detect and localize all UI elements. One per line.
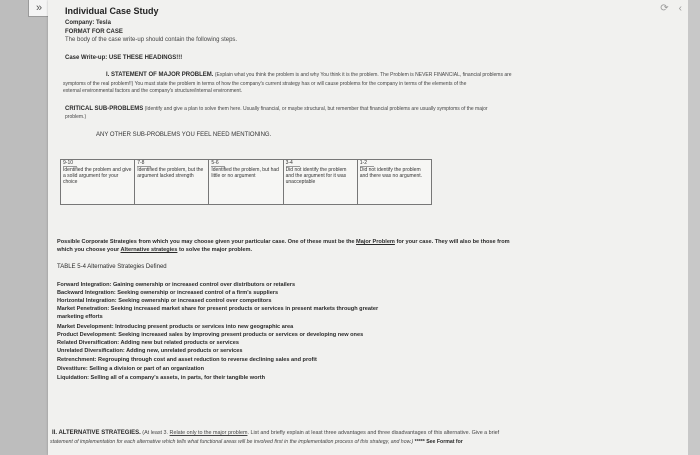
strategies-intro-line2 — [57, 247, 252, 253]
strategy-item: Retrenchment: Regrouping through cost and asset reduction to reverse declining sales and profit — [57, 357, 317, 363]
strategy-item: Market Penetration: Seeking increased market share for present products or services in present markets through greater — [57, 306, 379, 312]
critical-line1 — [65, 106, 488, 112]
close-icon[interactable]: ‹ — [678, 3, 682, 14]
relate-major-problem-link[interactable]: Relate only to the major problem — [169, 430, 248, 436]
section2-line2-text: statement of implementation for each alternative which tells what functional areas will be involved first in the implementation process of this strategy, and how.) — [50, 439, 414, 445]
scale-range: 5-6 — [211, 160, 225, 167]
alternative-strategies-link[interactable]: Alternative strategies — [120, 247, 178, 253]
strategy-item: Related Diversification: Adding new but related products or services — [57, 340, 239, 346]
strategies-intro-text: Possible Corporate Strategies from which you may choose given your particular case. One of these must be the — [57, 239, 357, 245]
other-subproblems: ANY OTHER SUB-PROBLEMS YOU FEEL NEED MENTIONING. — [96, 132, 272, 138]
section2-text-a: (At least 3. — [142, 430, 170, 436]
section1-line1 — [106, 72, 512, 78]
scale-text: Did not identify the problem and there was no argument. — [359, 167, 423, 179]
section1-line1-text: (Explain what you think the problem is and why You think it is the problem. The Problem is NEVER FINANCIAL, financial problems are — [214, 72, 512, 78]
scale-text: Identified the problem, but had little or no argument — [211, 167, 279, 179]
expand-icon[interactable]: » — [28, 0, 50, 17]
format-heading: FORMAT FOR CASE — [65, 29, 123, 35]
critical-heading: CRITICAL SUB-PROBLEMS — [65, 106, 144, 112]
strategy-item: Backward Integration: Seeking ownership or increased control of a firm's suppliers — [57, 290, 279, 296]
strategies-intro-line1 — [57, 239, 510, 245]
section2-heading: II. ALTERNATIVE STRATEGIES. — [52, 430, 141, 436]
section2-line2 — [50, 439, 463, 445]
scale-text: Identified the problem and give a solid argument for your choice — [63, 167, 132, 185]
strategy-item: Product Development: Seeking increased sales by improving present products or services or developing new ones — [57, 332, 364, 338]
scale-cell — [61, 160, 135, 205]
table-title: TABLE 5-4 Alternative Strategies Defined — [57, 264, 167, 270]
scale-range: 1-2 — [360, 160, 374, 167]
format-note: The body of the case write-up should contain the following steps. — [65, 37, 238, 43]
strategy-item: marketing efforts — [57, 314, 103, 320]
refresh-icon[interactable]: ⟳ — [660, 3, 669, 14]
page-title: Individual Case Study — [65, 6, 159, 16]
scale-range: 7-8 — [137, 160, 151, 167]
writeup-heading: Case Write-up: USE THESE HEADINGS!!! — [65, 55, 183, 61]
grading-scale-table — [60, 159, 432, 205]
right-scroll-gutter[interactable] — [688, 0, 700, 455]
page-corner-controls — [660, 3, 682, 14]
section2-text-b: . List and briefly explain at least three advantages and three disadvantages of this alternative. Give a brief — [247, 430, 500, 436]
strategy-item: Horizontal Integration: Seeking ownership or increased control over competitors — [57, 298, 272, 304]
strategy-item: Divestiture: Selling a division or part of an organization — [57, 366, 205, 372]
section1-line3: external environmental factors and the company's structure/internal environment. — [63, 88, 243, 94]
section2-line1 — [52, 430, 499, 436]
left-toolbar — [0, 0, 48, 455]
scale-cell — [357, 160, 431, 205]
section1-line2: symptoms of the real problem!!) You must state the problem in terms of how the company's current strategy has or will cause problems for the company in terms of the elements of the — [63, 81, 467, 87]
strategy-item: Forward Integration: Gaining ownership or increased control over distributors or retailers — [57, 282, 296, 288]
see-format-note: ***** See Format for — [414, 439, 463, 445]
strategy-item: Liquidation: Selling all of a company's assets, in parts, for their tangible worth — [57, 375, 266, 381]
scale-range: 3-4 — [286, 160, 300, 167]
strategy-item: Unrelated Diversification: Adding new, unrelated products or services — [57, 348, 243, 354]
strategies-intro2-text: which you choose your — [57, 247, 121, 253]
company-label: Company: Tesla — [65, 20, 111, 26]
scale-cell — [135, 160, 209, 205]
document-page — [48, 0, 688, 455]
scale-text: Identified the problem, but the argument lacked strength — [137, 167, 204, 179]
scale-cell — [209, 160, 283, 205]
scale-text: Did not identify the problem and the argument for it was unacceptable — [285, 167, 347, 185]
critical-line1-text: (Identify and give a plan to solve them here. Usually financial, or maybe structural, but remember that financial problems are usually symptoms of the major — [144, 106, 488, 112]
strategies-intro-text-end: for your case. They will also be those from — [394, 239, 510, 245]
strategy-item: Market Development: Introducing present products or services into new geographic area — [57, 324, 294, 330]
strategies-intro2-text-end: to solve the major problem. — [177, 247, 253, 253]
scale-cell — [283, 160, 357, 205]
scale-range: 9-10 — [63, 160, 77, 167]
critical-line2: problem.) — [65, 114, 87, 120]
major-problem-link[interactable]: Major Problem — [356, 239, 395, 245]
section1-heading: I. STATEMENT OF MAJOR PROBLEM. — [106, 72, 214, 78]
